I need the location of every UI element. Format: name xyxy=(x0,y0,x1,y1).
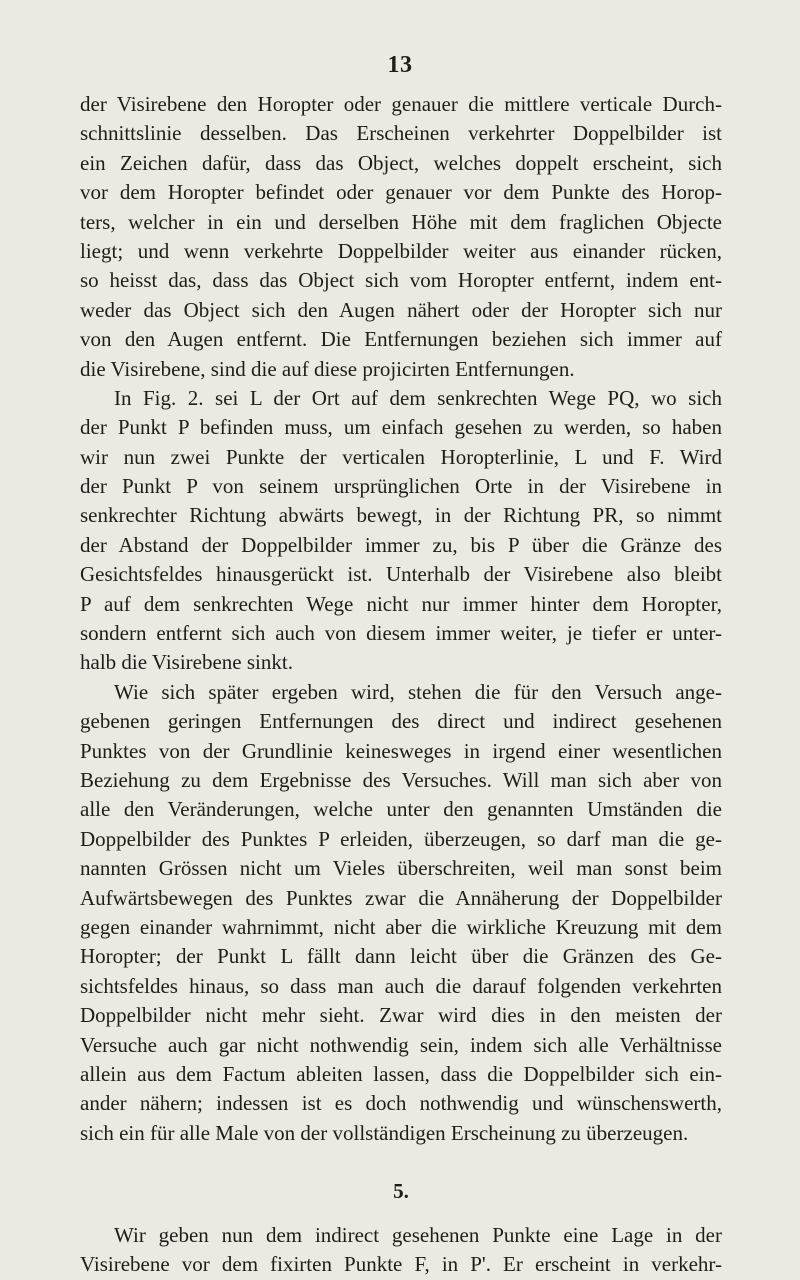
text-line: Horopter; der Punkt L fällt dann leicht über die Gränzen des Ge- xyxy=(80,944,722,969)
text-line: halb die Visirebene sinkt. xyxy=(80,650,293,675)
text-line: ein Zeichen dafür, dass das Object, welches doppelt erscheint, sich xyxy=(80,150,722,175)
text-line: Wie sich später ergeben wird, stehen die für den Versuch ange- xyxy=(114,679,722,704)
text-line: senkrechter Richtung abwärts bewegt, in der Richtung PR, so nimmt xyxy=(80,503,722,528)
paragraph-2 xyxy=(80,384,722,678)
text-line: wir nun zwei Punkte der verticalen Horopterlinie, L und F. Wird xyxy=(80,444,722,469)
body-text xyxy=(80,90,722,1280)
text-line: von den Augen entfernt. Die Entfernungen beziehen sich immer auf xyxy=(80,327,722,352)
text-line: vor dem Horopter befindet oder genauer vor dem Punkte des Horop- xyxy=(80,180,722,205)
paragraph-3 xyxy=(80,678,722,1148)
text-line: Punktes von der Grundlinie keinesweges in irgend einer wesentlichen xyxy=(80,738,722,763)
text-line: alle den Veränderungen, welche unter den genannten Umständen die xyxy=(80,797,722,822)
page-number: 13 xyxy=(387,52,413,78)
vertical-space xyxy=(80,1148,722,1177)
text-line: Doppelbilder nicht mehr sieht. Zwar wird dies in den meisten der xyxy=(80,1003,722,1028)
text-line: Gesichtsfeldes hinausgerückt ist. Unterhalb der Visirebene also bleibt xyxy=(80,562,722,587)
text-line: weder das Object sich den Augen nähert oder der Horopter sich nur xyxy=(80,297,722,322)
text-line: der Abstand der Doppelbilder immer zu, bis P über die Gränze des xyxy=(80,532,722,557)
paragraph-1 xyxy=(80,90,722,384)
text-line: Versuche auch gar nicht nothwendig sein, indem sich alle Verhältnisse xyxy=(80,1032,722,1057)
section-number: 5. xyxy=(393,1179,409,1204)
text-line: In Fig. 2. sei L der Ort auf dem senkrechten Wege PQ, wo sich xyxy=(114,385,722,410)
text-line: ander nähern; indessen ist es doch nothwendig und wünschenswerth, xyxy=(80,1091,722,1116)
text-line: der Punkt P befinden muss, um einfach gesehen zu werden, so haben xyxy=(80,415,722,440)
text-line: gegen einander wahrnimmt, nicht aber die wirkliche Kreuzung mit dem xyxy=(80,914,722,939)
paragraph-4 xyxy=(80,1221,722,1280)
text-line: sondern entfernt sich auch von diesem immer weiter, je tiefer er unter- xyxy=(80,621,722,646)
text-line: Beziehung zu dem Ergebnisse des Versuches. Will man sich aber von xyxy=(80,767,722,792)
text-line: Doppelbilder des Punktes P erleiden, überzeugen, so darf man die ge- xyxy=(80,826,722,851)
text-line: P auf dem senkrechten Wege nicht nur immer hinter dem Horopter, xyxy=(80,591,722,616)
text-line: ters, welcher in ein und derselben Höhe mit dem fraglichen Objecte xyxy=(80,209,722,234)
text-line: so heisst das, dass das Object sich vom Horopter entfernt, indem ent- xyxy=(80,268,722,293)
text-line: gebenen geringen Entfernungen des direct und indirect gesehenen xyxy=(80,709,722,734)
text-line: die Visirebene, sind die auf diese projicirten Entfernungen. xyxy=(80,356,575,381)
text-line: sich ein für alle Male von der vollständigen Erscheinung zu überzeugen. xyxy=(80,1120,689,1145)
text-line: Visirebene vor dem fixirten Punkte F, in P'. Er erscheint in verkehr- xyxy=(80,1252,722,1277)
text-line: sichtsfeldes hinaus, so dass man auch die darauf folgenden verkehrten xyxy=(80,973,722,998)
text-line: liegt; und wenn verkehrte Doppelbilder weiter aus einander rücken, xyxy=(80,238,722,263)
text-line: allein aus dem Factum ableiten lassen, dass die Doppelbilder sich ein- xyxy=(80,1061,722,1086)
text-line: der Visirebene den Horopter oder genauer die mittlere verticale Durch- xyxy=(80,92,722,116)
text-line: nannten Grössen nicht um Vieles überschreiten, weil man sonst beim xyxy=(80,856,722,881)
text-line: der Punkt P von seinem ursprünglichen Orte in der Visirebene in xyxy=(80,474,722,499)
text-line: Aufwärtsbewegen des Punktes zwar die Annäherung der Doppelbilder xyxy=(80,885,722,910)
text-line: schnittslinie desselben. Das Erscheinen verkehrter Doppelbilder ist xyxy=(80,121,722,146)
text-line: Wir geben nun dem indirect gesehenen Punkte eine Lage in der xyxy=(114,1222,722,1247)
vertical-space xyxy=(80,1207,722,1221)
